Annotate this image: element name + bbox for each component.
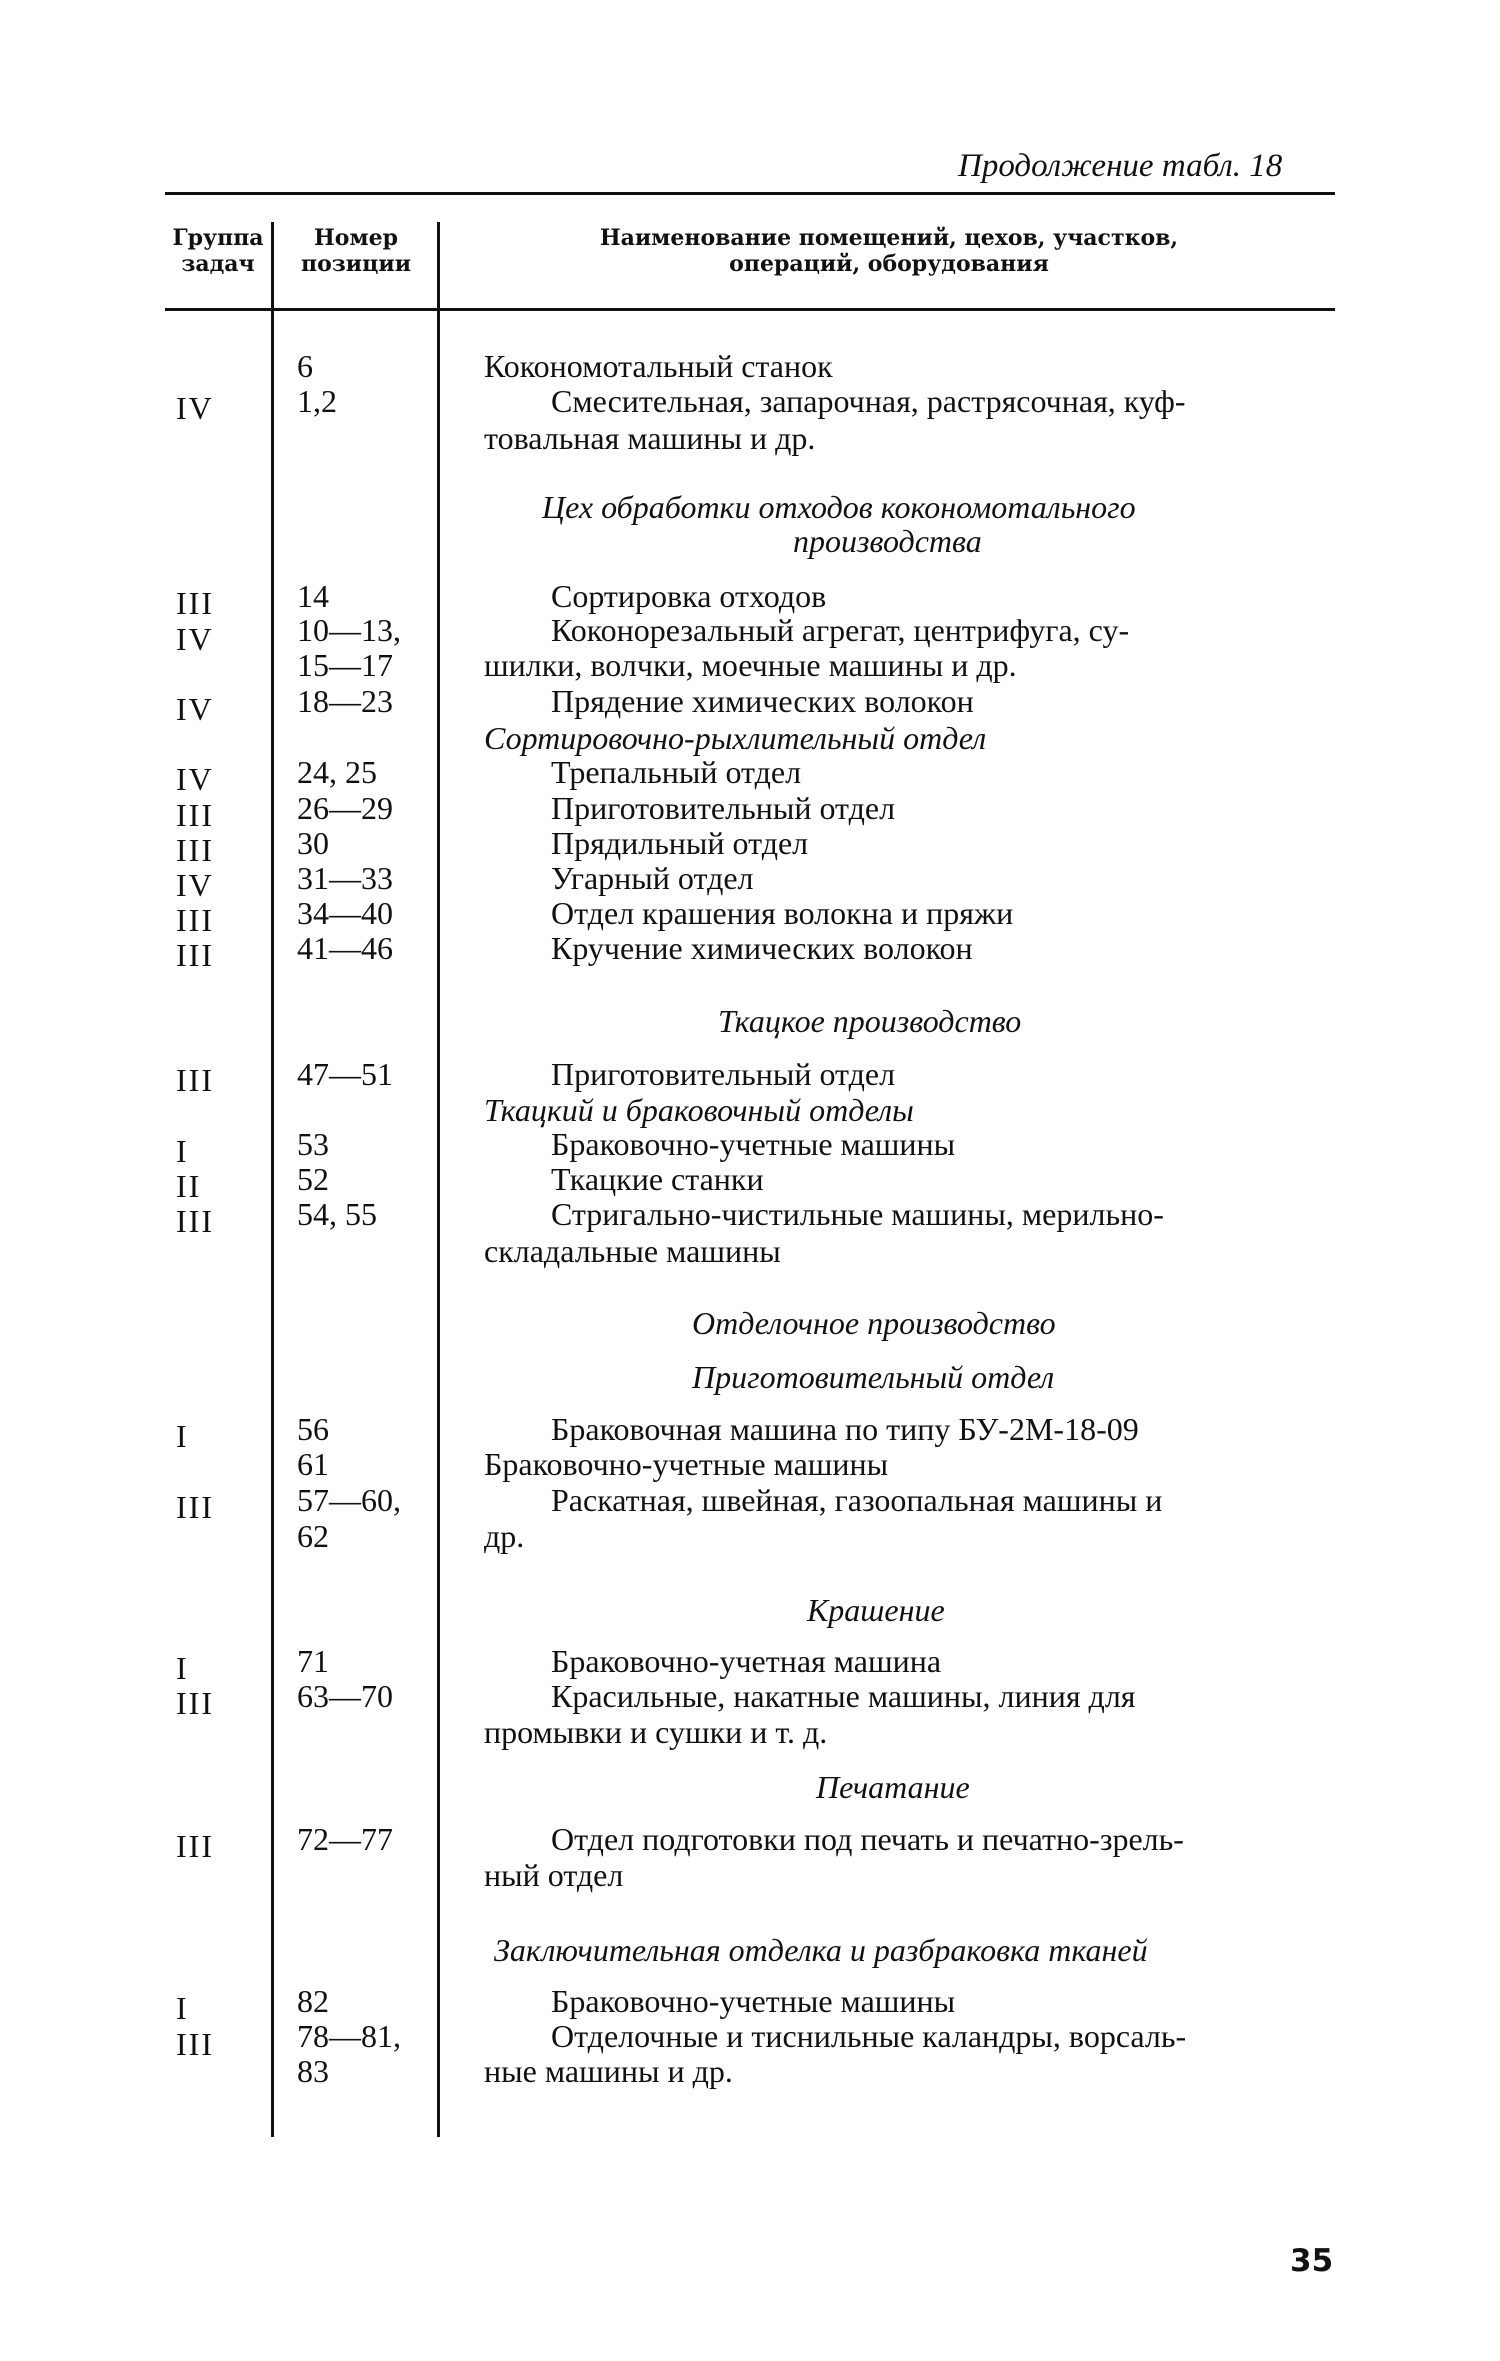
- position-cell: 83: [297, 2053, 329, 2089]
- description-line: Сортировка отходов: [551, 578, 827, 614]
- position-cell: 30: [297, 825, 329, 861]
- section-heading: Крашение: [807, 1592, 945, 1628]
- position-cell: 71: [297, 1643, 329, 1679]
- section-heading: Отделочное производство: [692, 1305, 1056, 1341]
- position-cell: 10—13,: [297, 612, 401, 648]
- description-line: Браковочно-учетные машины: [484, 1446, 889, 1482]
- group-cell: IV: [176, 691, 214, 727]
- description-line: Браковочная машина по типу БУ-2М-18-09: [551, 1411, 1139, 1447]
- position-cell: 34—40: [297, 895, 393, 931]
- description-line: Трепальный отдел: [551, 754, 802, 790]
- position-cell: 62: [297, 1518, 329, 1554]
- description-line: товальная машины и др.: [484, 420, 816, 456]
- description-line: Коконорезальный агрегат, центрифуга, су-: [551, 612, 1130, 648]
- group-cell: IV: [176, 621, 214, 657]
- group-cell: III: [176, 902, 214, 938]
- position-cell: 78—81,: [297, 2018, 401, 2054]
- section-heading: Цех обработки отходов кокономотального: [542, 489, 1136, 525]
- description-line: Ткацкие станки: [551, 1161, 764, 1197]
- section-heading: Печатание: [816, 1769, 970, 1805]
- description-line: Браковочно-учетные машины: [551, 1126, 956, 1162]
- description-line: Красильные, накатные машины, линия для: [551, 1678, 1136, 1714]
- description-line: шилки, волчки, моечные машины и др.: [484, 647, 1017, 683]
- description-line: Отдел подготовки под печать и печатно-зрель-: [551, 1821, 1184, 1857]
- description-line: Кокономотальный станок: [484, 348, 833, 384]
- position-cell: 14: [297, 578, 329, 614]
- group-cell: I: [176, 1418, 189, 1454]
- table-header-rule: [165, 308, 1335, 311]
- description-line: Прядение химических волокон: [551, 683, 974, 719]
- section-heading: Ткацкое производство: [718, 1003, 1022, 1039]
- description-line: Раскатная, швейная, газоопальная машины и: [551, 1482, 1163, 1518]
- header-position-line1: Номер: [314, 225, 398, 251]
- position-cell: 82: [297, 1983, 329, 2019]
- description-line: Приготовительный отдел: [551, 790, 896, 826]
- group-cell: IV: [176, 390, 214, 426]
- position-cell: 24, 25: [297, 754, 377, 790]
- position-cell: 52: [297, 1161, 329, 1197]
- position-cell: 72—77: [297, 1821, 393, 1857]
- description-line: Прядильный отдел: [551, 825, 809, 861]
- description-line: ные машины и др.: [484, 2053, 733, 2089]
- section-heading: производства: [793, 523, 982, 559]
- group-cell: III: [176, 1685, 214, 1721]
- position-cell: 1,2: [297, 383, 337, 419]
- table-continuation-caption: Продолжение табл. 18: [958, 148, 1283, 184]
- description-line: др.: [484, 1518, 525, 1554]
- description-line: Смесительная, запарочная, растрясочная, куф-: [551, 383, 1186, 419]
- section-heading: Ткацкий и браковочный отделы: [484, 1092, 914, 1128]
- position-cell: 53: [297, 1126, 329, 1162]
- group-cell: II: [176, 1168, 202, 1204]
- position-cell: 6: [297, 348, 313, 384]
- position-cell: 56: [297, 1411, 329, 1447]
- description-line: Угарный отдел: [551, 860, 754, 896]
- description-line: ный отдел: [484, 1857, 624, 1893]
- section-heading: Приготовительный отдел: [692, 1359, 1055, 1395]
- position-cell: 26—29: [297, 790, 393, 826]
- group-cell: III: [176, 832, 214, 868]
- column-divider-2: [437, 222, 440, 2137]
- section-heading: Заключительная отделка и разбраковка тканей: [494, 1932, 1148, 1968]
- group-cell: I: [176, 1133, 189, 1169]
- description-line: складальные машины: [484, 1233, 781, 1269]
- position-cell: 18—23: [297, 683, 393, 719]
- group-cell: III: [176, 585, 214, 621]
- group-cell: IV: [176, 761, 214, 797]
- header-group-line1: Группа: [172, 225, 264, 251]
- group-cell: III: [176, 1203, 214, 1239]
- position-cell: 54, 55: [297, 1196, 377, 1232]
- group-cell: I: [176, 1650, 189, 1686]
- position-cell: 15—17: [297, 647, 393, 683]
- section-heading: Сортировочно-рыхлительный отдел: [484, 720, 987, 756]
- header-name-line2: операций, оборудования: [729, 251, 1049, 277]
- description-line: Отдел крашения волокна и пряжи: [551, 895, 1014, 931]
- description-line: Отделочные и тиснильные каландры, ворсаль-: [551, 2018, 1187, 2054]
- position-cell: 47—51: [297, 1056, 393, 1092]
- description-line: промывки и сушки и т. д.: [484, 1714, 828, 1750]
- group-cell: I: [176, 1990, 189, 2026]
- description-line: Браковочно-учетные машины: [551, 1983, 956, 2019]
- header-position-line2: позиции: [300, 251, 412, 277]
- group-cell: III: [176, 1828, 214, 1864]
- position-cell: 41—46: [297, 930, 393, 966]
- group-cell: III: [176, 1062, 214, 1098]
- position-cell: 63—70: [297, 1678, 393, 1714]
- header-name-line1: Наименование помещений, цехов, участков,: [599, 225, 1179, 251]
- position-cell: 31—33: [297, 860, 393, 896]
- group-cell: III: [176, 1489, 214, 1525]
- header-group-line2: задач: [181, 251, 255, 277]
- description-line: Браковочно-учетная машина: [551, 1643, 942, 1679]
- group-cell: III: [176, 2026, 214, 2062]
- group-cell: III: [176, 937, 214, 973]
- group-cell: III: [176, 797, 214, 833]
- position-cell: 57—60,: [297, 1482, 401, 1518]
- table-top-rule: [165, 192, 1335, 195]
- description-line: Стригально-чистильные машины, мерильно-: [551, 1196, 1164, 1232]
- group-cell: IV: [176, 867, 214, 903]
- page-number: 35: [1290, 2243, 1334, 2279]
- position-cell: 61: [297, 1446, 329, 1482]
- description-line: Приготовительный отдел: [551, 1056, 896, 1092]
- column-divider-1: [271, 222, 274, 2137]
- description-line: Кручение химических волокон: [551, 930, 973, 966]
